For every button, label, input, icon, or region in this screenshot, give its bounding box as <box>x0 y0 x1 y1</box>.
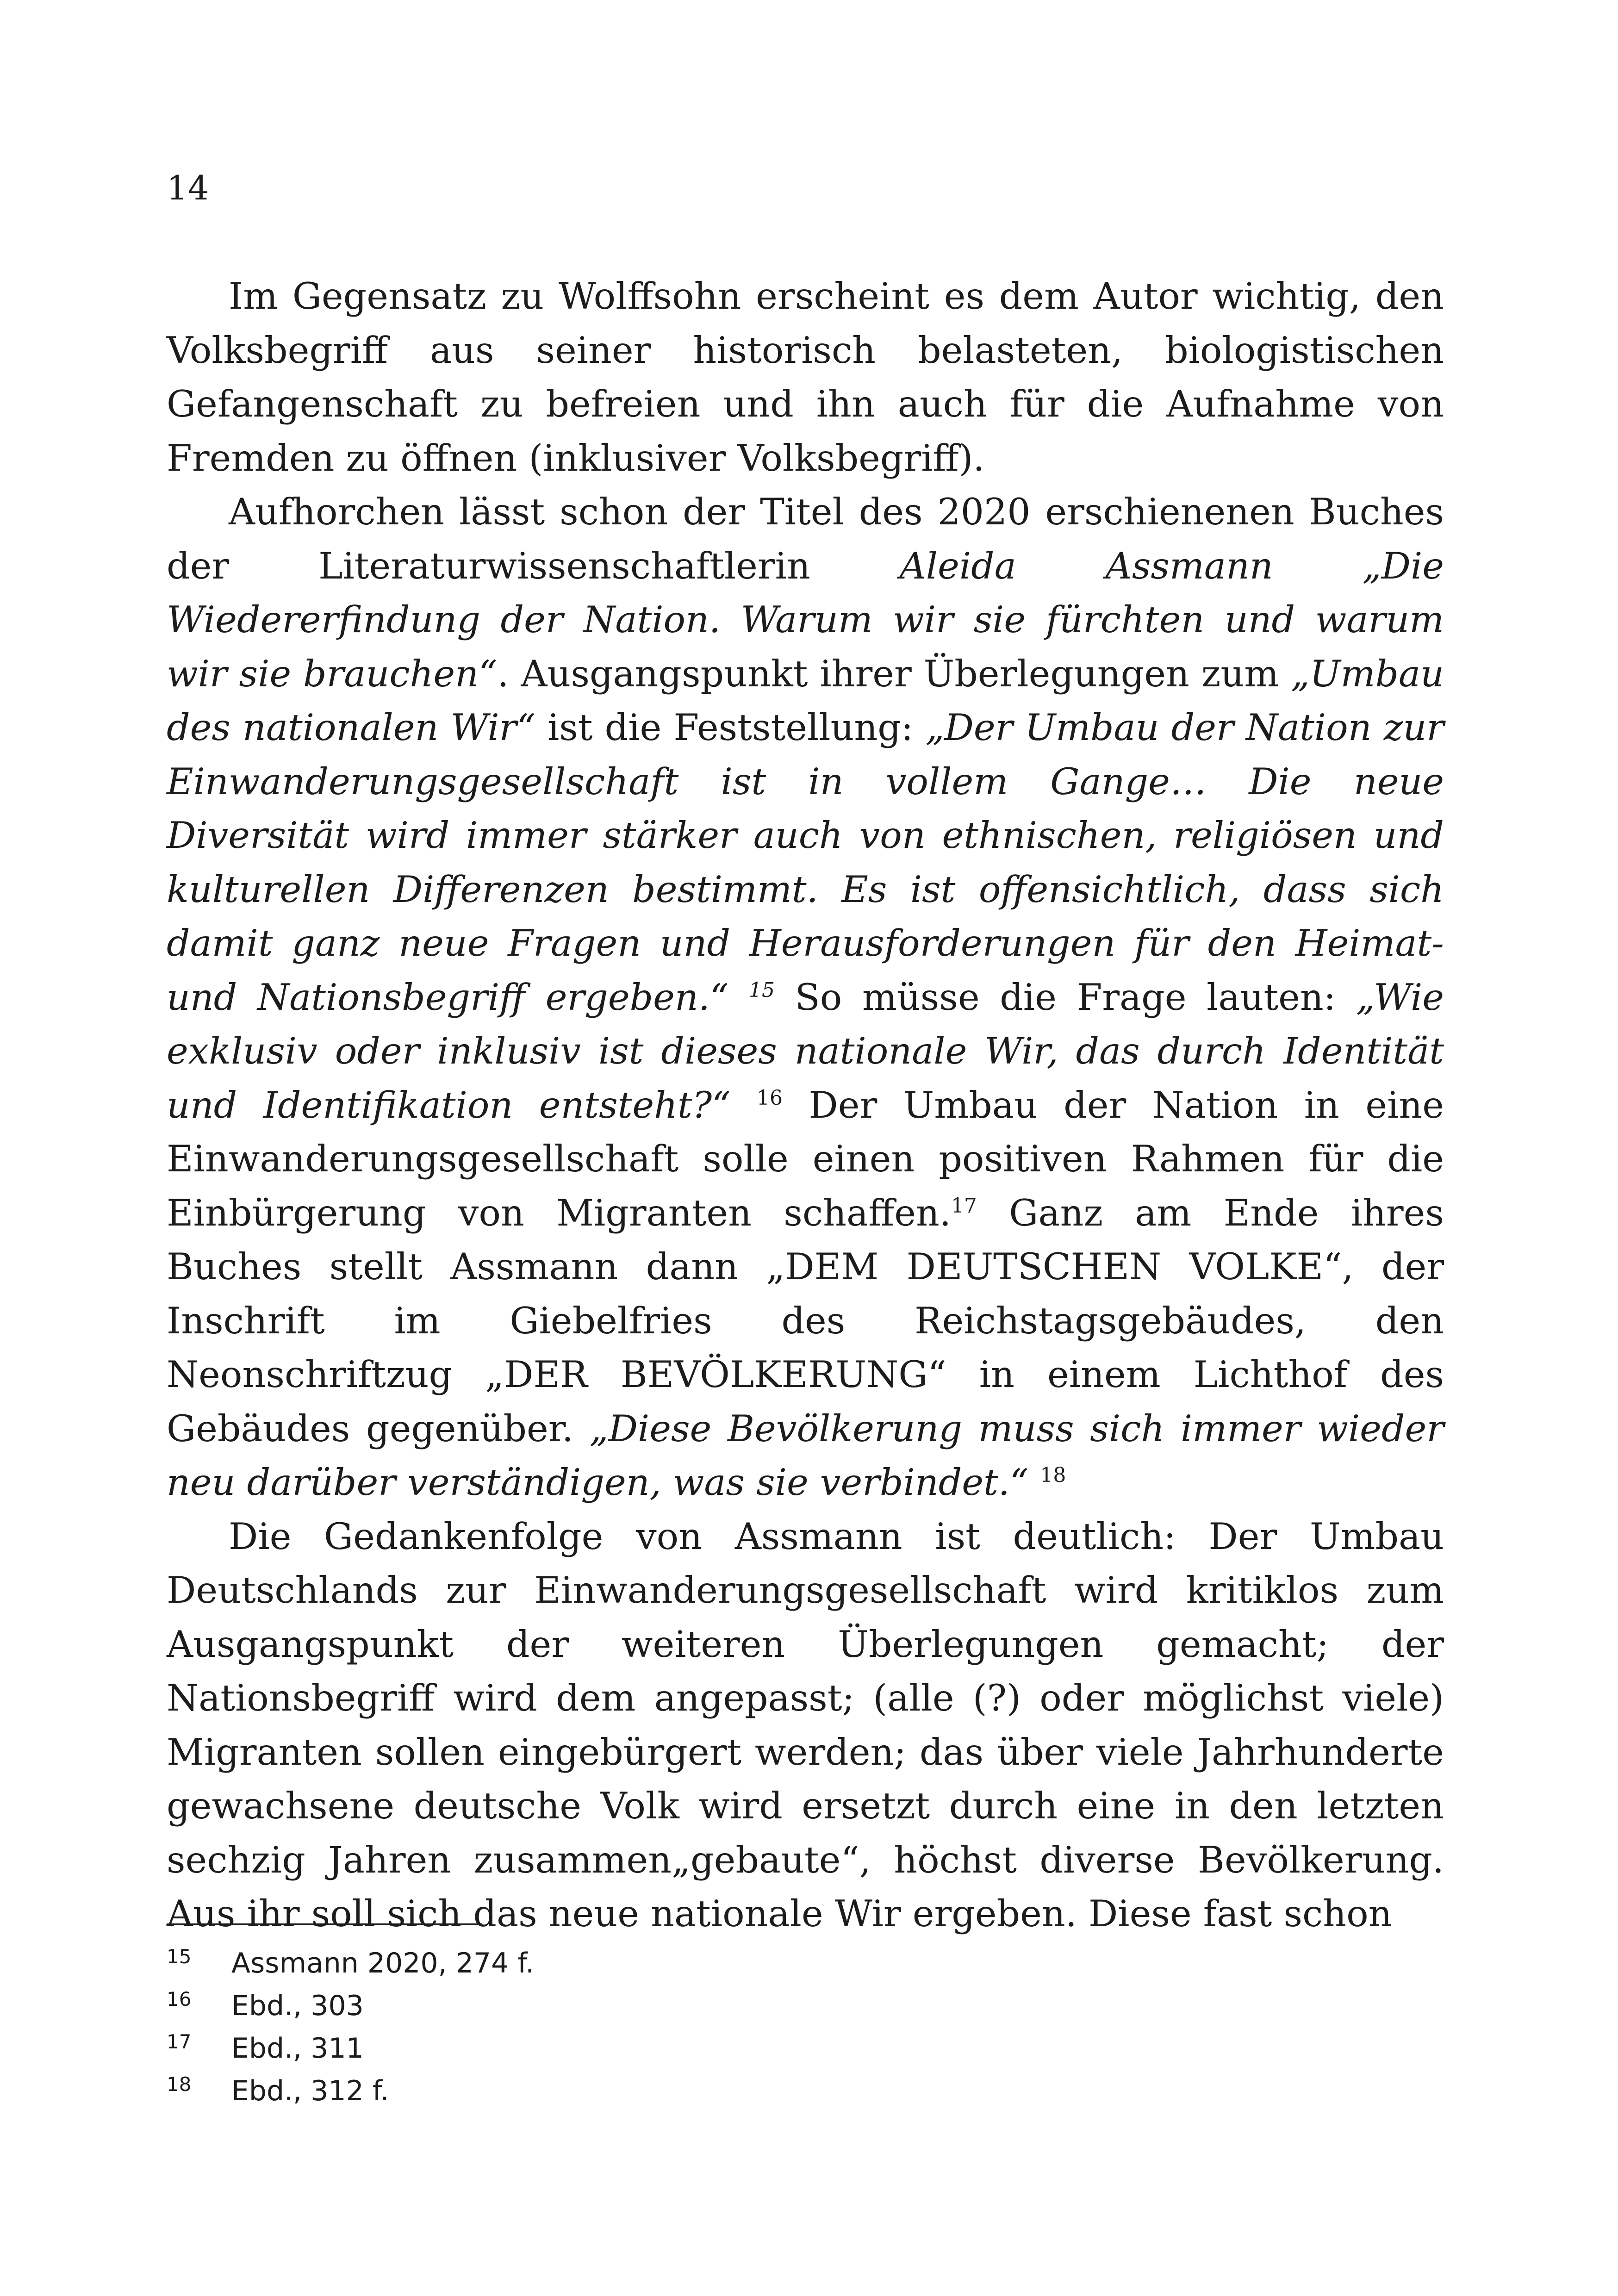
text-run: Im Gegensatz zu Wolffsohn erscheint es dem Autor wichtig, den Volksbegriff aus seiner historisch belasteten, biologistischen Gefangenschaft zu befreien und ihn auch für die Aufnahme von Fremden zu öffnen (inklusiver Volksbegriff). <box>167 275 1444 479</box>
footnote-number: 17 <box>167 2030 192 2053</box>
text-run <box>731 1084 757 1126</box>
body-text <box>167 269 1444 1941</box>
paragraph <box>167 269 1444 485</box>
footnote-reference: 16 <box>756 1086 783 1110</box>
text-run: Aufhorchen lässt schon der Titel des 2020 erschienenen Buches der Literaturwissenschaftlerin <box>167 491 1444 587</box>
text-run: Die Gedankenfolge von Assmann ist deutlich: Der Umbau Deutschlands zur Einwanderungsgesellschaft wird kritiklos zum Ausgangspunkt der weiteren Überlegungen gemacht; der Nationsbegriff wird dem angepasst; (alle (?) oder möglichst viele) Migranten sollen eingebürgert werden; das über viele Jahrhunderte gewachsene deutsche Volk wird ersetzt durch eine in den letzten sechzig Jahren zusammen„gebaute“, höchst diverse Bevölkerung. Aus ihr soll sich das neue nationale Wir ergeben. Diese fast schon <box>167 1515 1444 1935</box>
footnote-text: Assmann 2020, 274 f. <box>231 1947 535 1979</box>
footnote <box>167 1942 1444 1985</box>
italic-text: „Wie exklusiv oder inklusiv ist dieses nationale Wir, das durch Identität und Identifikation entsteht?“ <box>167 976 1444 1126</box>
text-run: . Ausgangspunkt ihrer Überlegungen zum <box>497 652 1291 695</box>
text-run <box>728 976 749 1019</box>
paragraph <box>167 485 1444 1510</box>
text-run <box>1028 1461 1040 1504</box>
footnote <box>167 1985 1444 2027</box>
italic-text: „Diese Bevölkerung muss sich immer wieder neu darüber verständigen, was sie verbindet.“ <box>167 1407 1444 1504</box>
footnote <box>167 2027 1444 2070</box>
text-run: Der Umbau der Nation in eine Einwanderungsgesellschaft solle einen positiven Rahmen für die Einbürgerung von Migranten schaffen. <box>167 1083 1444 1234</box>
footnote-number: 16 <box>167 1988 192 2010</box>
footnote-number: 15 <box>167 1945 192 1968</box>
footnote <box>167 2070 1444 2112</box>
text-run: Ganz am Ende ihres Buches stellt Assmann dann „DEM DEUTSCHEN VOLKE“, der Inschrift im Giebelfries des Reichstagsgebäudes, den Neonschriftzug „DER BEVÖLKERUNG“ in einem Lichthof des Gebäudes gegenüber. <box>167 1191 1444 1450</box>
italic-text: „Der Umbau der Nation zur Einwanderungsgesellschaft ist in vollem Gange… Die neue Diversität wird immer stärker auch von ethnischen, religiösen und kulturellen Differenzen bestimmt. Es ist offensichtlich, dass sich damit ganz neue Fragen und Herausforderungen für den Heimat- und Nationsbegriff ergeben.“ <box>167 706 1444 1019</box>
footnote-number: 18 <box>167 2073 192 2096</box>
page-number: 14 <box>167 168 209 207</box>
footnote-reference: 17 <box>951 1194 977 1218</box>
footnote-reference: 15 <box>748 978 775 1002</box>
footnote-text: Ebd., 303 <box>231 1990 364 2022</box>
text-run: ist die Feststellung: <box>535 706 926 749</box>
footnotes <box>167 1942 1444 2112</box>
italic-text: Aleida Assmann „Die Wiedererfindung der Nation. Warum wir sie fürchten und warum wir sie brauchen“ <box>167 544 1444 695</box>
footnote-separator <box>167 1923 482 1925</box>
paragraph <box>167 1510 1444 1941</box>
footnote-reference: 18 <box>1040 1463 1066 1487</box>
footnote-text: Ebd., 311 <box>231 2032 364 2065</box>
italic-text: „Umbau des nationalen Wir“ <box>167 652 1444 749</box>
footnote-text: Ebd., 312 f. <box>231 2075 389 2107</box>
text-run: So müsse die Frage lauten: <box>774 976 1357 1019</box>
